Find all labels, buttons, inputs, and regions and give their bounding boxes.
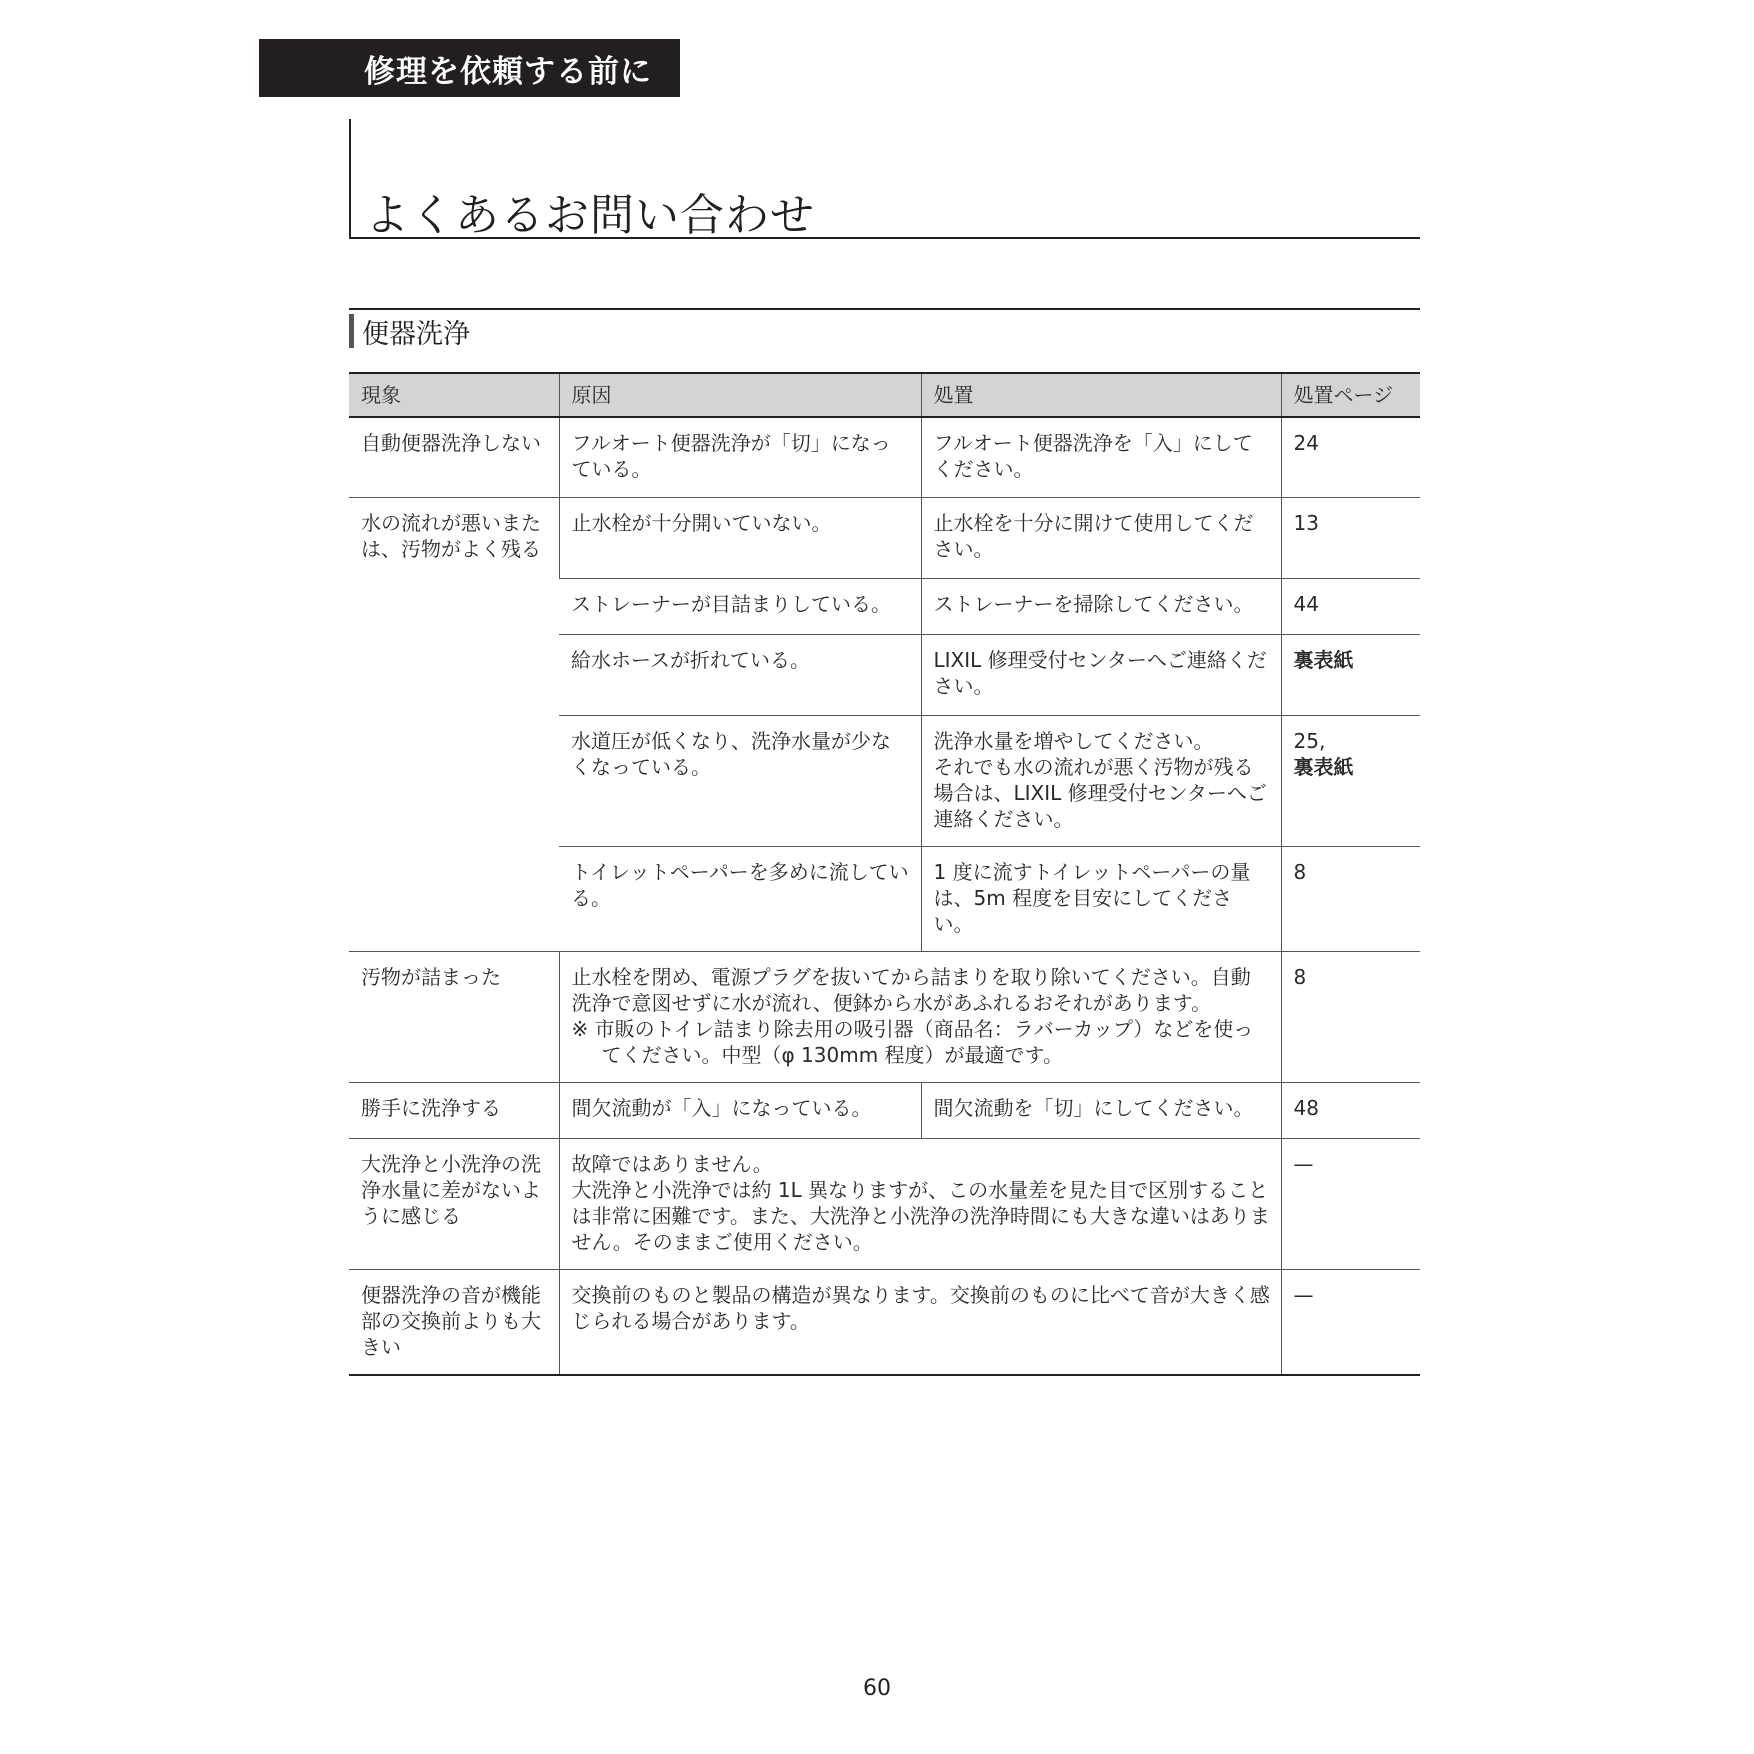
symptom-cell: 水の流れが悪いまたは、汚物がよく残る [349,497,559,951]
page-cell: 48 [1281,1082,1420,1138]
page-ref: 裏表紙 [1293,754,1354,779]
section-rule [349,308,1420,310]
page-cell: 8 [1281,951,1420,1082]
table-row [349,1269,1420,1375]
table-row [349,1138,1420,1269]
cause-cell: 間欠流動が「入」になっている。 [559,1082,921,1138]
table-header-row [349,373,1420,417]
header-cause: 原因 [559,373,921,417]
table-row [349,497,1420,578]
action-cell: LIXIL 修理受付センターへご連絡ください。 [921,634,1281,715]
page-cell: — [1281,1138,1420,1269]
cause-cell: 給水ホースが折れている。 [559,634,921,715]
symptom-cell: 汚物が詰まった [349,951,559,1082]
merged-cell: 交換前のものと製品の構造が異なります。交換前のものに比べて音が大きく感じられる場合があります。 [559,1269,1281,1375]
note-text: ※ 市販のトイレ詰まり除去用の吸引器（商品名：ラバーカップ）などを使ってください。中型（φ 130mm 程度）が最適です。 [571,1016,1254,1067]
action-cell: 1 度に流すトイレットペーパーの量は、5m 程度を目安にしてください。 [921,846,1281,951]
chapter-banner-text: 修理を依頼する前に [364,53,652,90]
page-cell: 44 [1281,578,1420,634]
cause-cell: ストレーナーが目詰まりしている。 [559,578,921,634]
page-title: よくあるお問い合わせ [365,190,815,241]
page-cell: 8 [1281,846,1420,951]
header-page: 処置ページ [1281,373,1420,417]
page-cell: 裏表紙 [1281,634,1420,715]
merged-cell [559,951,1281,1082]
symptom-cell: 大洗浄と小洗浄の洗浄水量に差がないように感じる [349,1138,559,1269]
page-title-block [349,119,1420,239]
action-cell: 洗浄水量を増やしてください。 それでも水の流れが悪く汚物が残る場合は、LIXIL 修理受付センターへご連絡ください。 [921,715,1281,846]
table-row [349,417,1420,497]
page-cell: — [1281,1269,1420,1375]
cause-cell: 止水栓が十分開いていない。 [559,497,921,578]
cause-cell: トイレットペーパーを多めに流している。 [559,846,921,951]
page-number: 60 [863,1676,891,1701]
page-cell: 24 [1281,417,1420,497]
cause-cell: フルオート便器洗浄が「切」になっている。 [559,417,921,497]
table-row [349,1082,1420,1138]
merged-text: 止水栓を閉め、電源プラグを抜いてから詰まりを取り除いてください。自動洗浄で意図せずに水が流れ、便鉢から水があふれるおそれがあります。 [571,964,1251,1015]
merged-cell: 故障ではありません。 大洗浄と小洗浄では約 1L 異なりますが、この水量差を見た目で区別することは非常に困難です。また、大洗浄と小洗浄の洗浄時間にも大きな違いはありません。そのままご使用ください。 [559,1138,1281,1269]
section-title: 便器洗浄 [362,319,470,350]
action-cell: フルオート便器洗浄を「入」にしてください。 [921,417,1281,497]
chapter-banner [259,39,680,97]
symptom-cell: 便器洗浄の音が機能部の交換前よりも大きい [349,1269,559,1375]
page-cell [1281,715,1420,846]
page-ref: 25, [1293,728,1326,753]
symptom-cell: 自動便器洗浄しない [349,417,559,497]
action-cell: 間欠流動を「切」にしてください。 [921,1082,1281,1138]
faq-table [349,372,1420,1376]
cause-cell: 水道圧が低くなり、洗浄水量が少なくなっている。 [559,715,921,846]
section-marker [349,314,354,348]
table-row [349,951,1420,1082]
symptom-cell: 勝手に洗浄する [349,1082,559,1138]
action-cell: ストレーナーを掃除してください。 [921,578,1281,634]
header-action: 処置 [921,373,1281,417]
action-cell: 止水栓を十分に開けて使用してください。 [921,497,1281,578]
header-symptom: 現象 [349,373,559,417]
page-cell: 13 [1281,497,1420,578]
